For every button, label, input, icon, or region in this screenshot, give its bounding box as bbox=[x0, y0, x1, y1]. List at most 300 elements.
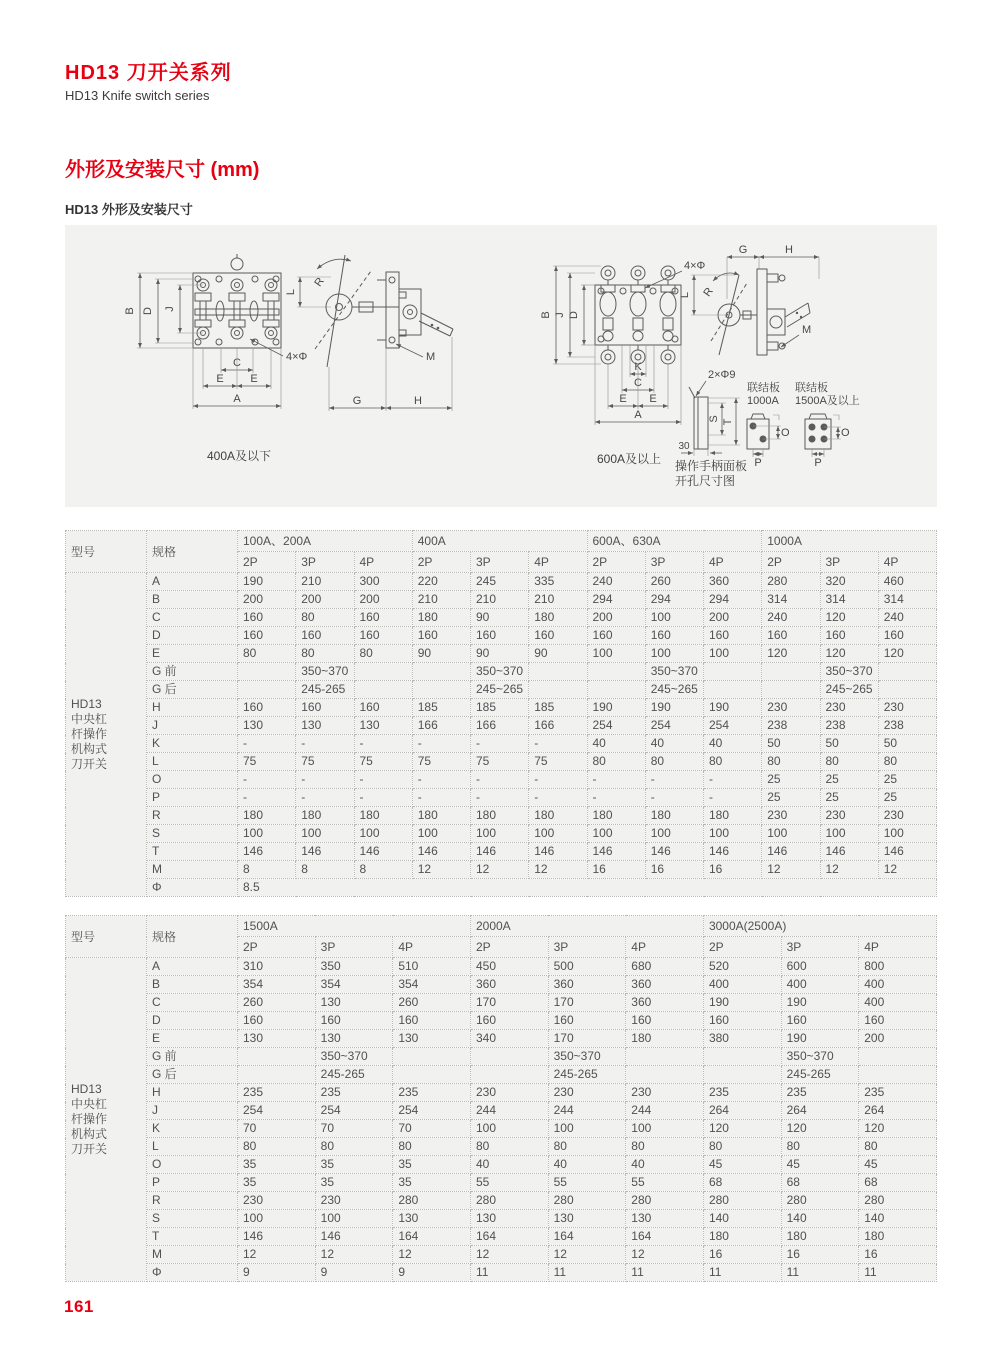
table-row bbox=[66, 1210, 937, 1228]
table-row bbox=[66, 994, 937, 1012]
value-cell: 170 bbox=[548, 1030, 626, 1048]
outline-drawing-600a-and-above bbox=[531, 227, 931, 503]
value-cell: 166 bbox=[529, 717, 587, 735]
value-cell: 80 bbox=[587, 753, 645, 771]
value-cell: 130 bbox=[315, 1030, 393, 1048]
value-cell: 80 bbox=[354, 645, 412, 663]
value-cell bbox=[238, 1048, 316, 1066]
value-cell: 180 bbox=[645, 807, 703, 825]
value-cell: 100 bbox=[471, 825, 529, 843]
dim-label-s: S bbox=[708, 415, 720, 423]
value-cell: 280 bbox=[470, 1192, 548, 1210]
value-cell bbox=[878, 663, 936, 681]
value-cell: - bbox=[529, 735, 587, 753]
value-cell bbox=[393, 1048, 471, 1066]
value-cell: 80 bbox=[820, 753, 878, 771]
value-cell: 12 bbox=[412, 861, 470, 879]
value-cell: 160 bbox=[238, 699, 296, 717]
value-cell: 80 bbox=[238, 1138, 316, 1156]
subsection-title: HD13 外形及安装尺寸 bbox=[65, 202, 193, 217]
value-cell: 68 bbox=[703, 1174, 781, 1192]
value-cell: 800 bbox=[859, 958, 937, 976]
value-cell: 238 bbox=[820, 717, 878, 735]
value-cell: 100 bbox=[412, 825, 470, 843]
value-cell: 146 bbox=[296, 843, 354, 861]
value-cell: 185 bbox=[412, 699, 470, 717]
value-cell: 35 bbox=[315, 1156, 393, 1174]
value-cell: 146 bbox=[645, 843, 703, 861]
pole-count-header: 2P bbox=[238, 552, 296, 573]
spec-label: L bbox=[147, 1138, 238, 1156]
value-cell: 200 bbox=[587, 609, 645, 627]
value-cell: 254 bbox=[645, 717, 703, 735]
spec-label: S bbox=[147, 1210, 238, 1228]
plate-1500a-label-line1: 联结板 bbox=[795, 382, 828, 394]
dim-label-a: A bbox=[233, 393, 241, 405]
dim-label-g: G bbox=[738, 244, 748, 256]
value-cell: 350~370 bbox=[471, 663, 529, 681]
pole-count-header: 3P bbox=[548, 937, 626, 958]
spec-label: R bbox=[147, 1192, 238, 1210]
value-cell: 244 bbox=[470, 1102, 548, 1120]
value-cell: 185 bbox=[471, 699, 529, 717]
spec-label: H bbox=[147, 699, 238, 717]
spec-label: J bbox=[147, 717, 238, 735]
value-cell: 245~265 bbox=[820, 681, 878, 699]
value-cell: 354 bbox=[393, 976, 471, 994]
value-cell: 80 bbox=[296, 609, 354, 627]
value-cell: 146 bbox=[878, 843, 936, 861]
value-cell: - bbox=[238, 789, 296, 807]
spec-label: R bbox=[147, 807, 238, 825]
value-cell: 160 bbox=[704, 627, 762, 645]
spec-label: A bbox=[147, 958, 238, 976]
value-cell: 280 bbox=[703, 1192, 781, 1210]
value-cell: 120 bbox=[781, 1120, 859, 1138]
value-cell bbox=[587, 663, 645, 681]
current-rating-group-header: 2000A bbox=[470, 916, 703, 937]
value-cell: 160 bbox=[412, 627, 470, 645]
value-cell: 354 bbox=[315, 976, 393, 994]
current-rating-group-header: 600A、630A bbox=[587, 531, 762, 552]
value-cell: 245-265 bbox=[548, 1066, 626, 1084]
value-cell: 80 bbox=[296, 645, 354, 663]
dim-label-e1: E bbox=[619, 393, 627, 405]
spec-label: D bbox=[147, 627, 238, 645]
value-cell: 90 bbox=[471, 645, 529, 663]
value-cell: 50 bbox=[878, 735, 936, 753]
value-cell: 164 bbox=[626, 1228, 704, 1246]
spec-label: B bbox=[147, 591, 238, 609]
spec-label: A bbox=[147, 573, 238, 591]
dim-label-h: H bbox=[414, 395, 422, 407]
value-cell: 16 bbox=[781, 1246, 859, 1264]
value-cell: 160 bbox=[315, 1012, 393, 1030]
value-cell: 245 bbox=[471, 573, 529, 591]
value-cell: 500 bbox=[548, 958, 626, 976]
value-cell: 160 bbox=[626, 1012, 704, 1030]
value-cell: 8 bbox=[238, 861, 296, 879]
side-view-400a bbox=[285, 255, 453, 411]
dim-label-r: R bbox=[701, 285, 716, 299]
value-cell: - bbox=[587, 789, 645, 807]
value-cell bbox=[762, 663, 820, 681]
series-title: HD13 刀开关系列 bbox=[65, 62, 232, 84]
spec-label: O bbox=[147, 771, 238, 789]
value-cell: - bbox=[296, 735, 354, 753]
value-cell: 350~370 bbox=[820, 663, 878, 681]
value-cell: 190 bbox=[781, 1030, 859, 1048]
value-cell: 25 bbox=[762, 789, 820, 807]
value-cell: 160 bbox=[238, 627, 296, 645]
value-cell: 354 bbox=[238, 976, 316, 994]
value-cell: 100 bbox=[529, 825, 587, 843]
dim-label-o2: O bbox=[841, 427, 850, 439]
value-cell bbox=[529, 681, 587, 699]
value-cell: 230 bbox=[762, 699, 820, 717]
value-cell: 12 bbox=[626, 1246, 704, 1264]
model-name: HD13 中央杠 杆操作 机构式 刀开关 bbox=[66, 958, 147, 1282]
value-cell: 146 bbox=[354, 843, 412, 861]
value-cell: 11 bbox=[548, 1264, 626, 1282]
value-cell: 260 bbox=[238, 994, 316, 1012]
table-row bbox=[66, 573, 937, 591]
value-cell: 140 bbox=[859, 1210, 937, 1228]
value-cell: - bbox=[529, 789, 587, 807]
value-cell: 254 bbox=[238, 1102, 316, 1120]
value-cell bbox=[470, 1066, 548, 1084]
value-cell: 235 bbox=[703, 1084, 781, 1102]
value-cell: - bbox=[238, 771, 296, 789]
value-cell: 280 bbox=[859, 1192, 937, 1210]
value-cell: 120 bbox=[859, 1120, 937, 1138]
table-row bbox=[66, 976, 937, 994]
dim-label-a: A bbox=[634, 409, 642, 421]
value-cell: 80 bbox=[762, 753, 820, 771]
dim-label-e2: E bbox=[649, 393, 657, 405]
value-cell: 244 bbox=[548, 1102, 626, 1120]
value-cell: - bbox=[471, 735, 529, 753]
col-header-model: 型号 bbox=[66, 916, 147, 958]
value-cell: 294 bbox=[704, 591, 762, 609]
value-cell: 130 bbox=[548, 1210, 626, 1228]
dim-label-j: J bbox=[554, 312, 566, 318]
value-cell: 210 bbox=[471, 591, 529, 609]
value-cell: 8.5 bbox=[238, 879, 937, 897]
value-cell: 16 bbox=[645, 861, 703, 879]
value-cell: 230 bbox=[470, 1084, 548, 1102]
value-cell: 146 bbox=[820, 843, 878, 861]
pole-count-header: 2P bbox=[412, 552, 470, 573]
value-cell: 75 bbox=[529, 753, 587, 771]
value-cell: 12 bbox=[762, 861, 820, 879]
panel-holes-label: 2×Φ9 bbox=[708, 369, 736, 381]
value-cell bbox=[412, 663, 470, 681]
table-row bbox=[66, 663, 937, 681]
value-cell: 25 bbox=[820, 789, 878, 807]
value-cell: 240 bbox=[762, 609, 820, 627]
value-cell: 350~370 bbox=[296, 663, 354, 681]
value-cell: 160 bbox=[471, 627, 529, 645]
table-row bbox=[66, 645, 937, 663]
value-cell: 510 bbox=[393, 958, 471, 976]
dim-label-d: D bbox=[568, 311, 580, 319]
value-cell: 100 bbox=[587, 825, 645, 843]
value-cell bbox=[529, 663, 587, 681]
value-cell: 130 bbox=[315, 994, 393, 1012]
value-cell: 130 bbox=[470, 1210, 548, 1228]
value-cell: 146 bbox=[315, 1228, 393, 1246]
table-row bbox=[66, 1192, 937, 1210]
value-cell: 25 bbox=[762, 771, 820, 789]
value-cell: 160 bbox=[238, 609, 296, 627]
value-cell: 400 bbox=[781, 976, 859, 994]
table-row bbox=[66, 771, 937, 789]
value-cell bbox=[704, 681, 762, 699]
value-cell: 160 bbox=[781, 1012, 859, 1030]
value-cell: 100 bbox=[626, 1120, 704, 1138]
value-cell: 75 bbox=[296, 753, 354, 771]
spec-label: K bbox=[147, 1120, 238, 1138]
value-cell: 185 bbox=[529, 699, 587, 717]
value-cell: 235 bbox=[859, 1084, 937, 1102]
value-cell: 146 bbox=[587, 843, 645, 861]
value-cell: 100 bbox=[548, 1120, 626, 1138]
value-cell: - bbox=[471, 789, 529, 807]
outline-drawing-400a-and-below bbox=[69, 227, 529, 503]
value-cell bbox=[470, 1048, 548, 1066]
value-cell: 160 bbox=[393, 1012, 471, 1030]
value-cell: 100 bbox=[315, 1210, 393, 1228]
value-cell: 100 bbox=[645, 609, 703, 627]
dim-label-l: L bbox=[285, 288, 297, 296]
table-row bbox=[66, 1066, 937, 1084]
value-cell: 80 bbox=[859, 1138, 937, 1156]
value-cell: - bbox=[704, 771, 762, 789]
value-cell: 40 bbox=[645, 735, 703, 753]
value-cell: 16 bbox=[587, 861, 645, 879]
value-cell: 11 bbox=[859, 1264, 937, 1282]
value-cell: 80 bbox=[393, 1138, 471, 1156]
value-cell: 160 bbox=[548, 1012, 626, 1030]
table-row bbox=[66, 699, 937, 717]
value-cell: 50 bbox=[820, 735, 878, 753]
table-row bbox=[66, 1102, 937, 1120]
value-cell: 160 bbox=[470, 1012, 548, 1030]
value-cell: 55 bbox=[626, 1174, 704, 1192]
value-cell: 16 bbox=[859, 1246, 937, 1264]
table-row bbox=[66, 1030, 937, 1048]
value-cell: 264 bbox=[859, 1102, 937, 1120]
value-cell: 25 bbox=[878, 771, 936, 789]
value-cell: 400 bbox=[703, 976, 781, 994]
value-cell: - bbox=[354, 789, 412, 807]
dim-label-h: H bbox=[785, 244, 793, 256]
connecting-plate-1500a-drawing bbox=[795, 380, 860, 469]
value-cell: 130 bbox=[393, 1210, 471, 1228]
spec-label: M bbox=[147, 1246, 238, 1264]
value-cell: 230 bbox=[878, 807, 936, 825]
value-cell: 35 bbox=[393, 1156, 471, 1174]
value-cell: 230 bbox=[762, 807, 820, 825]
dim-label-b: B bbox=[124, 307, 136, 315]
value-cell: 380 bbox=[703, 1030, 781, 1048]
value-cell: 360 bbox=[548, 976, 626, 994]
dim-label-t: T bbox=[722, 418, 734, 426]
value-cell bbox=[859, 1048, 937, 1066]
value-cell: 70 bbox=[315, 1120, 393, 1138]
value-cell: 140 bbox=[781, 1210, 859, 1228]
model-name: HD13 中央杠 杆操作 机构式 刀开关 bbox=[66, 573, 147, 897]
value-cell: 130 bbox=[354, 717, 412, 735]
value-cell: 400 bbox=[859, 994, 937, 1012]
value-cell: 254 bbox=[704, 717, 762, 735]
table-row bbox=[66, 627, 937, 645]
col-header-spec: 规格 bbox=[147, 916, 238, 958]
value-cell: 40 bbox=[470, 1156, 548, 1174]
value-cell: 146 bbox=[704, 843, 762, 861]
value-cell bbox=[238, 663, 296, 681]
col-header-spec: 规格 bbox=[147, 531, 238, 573]
value-cell: 300 bbox=[354, 573, 412, 591]
value-cell: 180 bbox=[529, 609, 587, 627]
value-cell: 11 bbox=[703, 1264, 781, 1282]
value-cell: 180 bbox=[412, 807, 470, 825]
value-cell: 100 bbox=[878, 825, 936, 843]
dim-label-m: M bbox=[802, 324, 812, 336]
value-cell: 245~265 bbox=[471, 681, 529, 699]
value-cell: 460 bbox=[878, 573, 936, 591]
value-cell: - bbox=[354, 735, 412, 753]
value-cell: 200 bbox=[704, 609, 762, 627]
value-cell: 200 bbox=[354, 591, 412, 609]
value-cell: 35 bbox=[238, 1174, 316, 1192]
dim-label-c: C bbox=[634, 377, 642, 389]
value-cell: 350~370 bbox=[645, 663, 703, 681]
table-row bbox=[66, 1174, 937, 1192]
value-cell: 180 bbox=[859, 1228, 937, 1246]
value-cell: 130 bbox=[238, 717, 296, 735]
front-view-400a bbox=[193, 254, 281, 348]
col-header-model: 型号 bbox=[66, 531, 147, 573]
current-rating-group-header: 1500A bbox=[238, 916, 471, 937]
value-cell: 238 bbox=[878, 717, 936, 735]
pole-count-header: 3P bbox=[645, 552, 703, 573]
value-cell: 280 bbox=[781, 1192, 859, 1210]
value-cell: 180 bbox=[412, 609, 470, 627]
spec-label: P bbox=[147, 789, 238, 807]
value-cell: 100 bbox=[354, 825, 412, 843]
value-cell: 80 bbox=[645, 753, 703, 771]
value-cell: 146 bbox=[238, 843, 296, 861]
value-cell: 35 bbox=[393, 1174, 471, 1192]
value-cell: 164 bbox=[548, 1228, 626, 1246]
value-cell: 200 bbox=[296, 591, 354, 609]
dim-label-e2: E bbox=[250, 373, 258, 385]
value-cell: 80 bbox=[704, 753, 762, 771]
value-cell: 170 bbox=[470, 994, 548, 1012]
value-cell: 235 bbox=[781, 1084, 859, 1102]
table-row bbox=[66, 609, 937, 627]
value-cell: 9 bbox=[393, 1264, 471, 1282]
value-cell: 254 bbox=[315, 1102, 393, 1120]
table-row bbox=[66, 1012, 937, 1030]
table-row bbox=[66, 1264, 937, 1282]
value-cell: 12 bbox=[471, 861, 529, 879]
table-row bbox=[66, 735, 937, 753]
value-cell: 680 bbox=[626, 958, 704, 976]
value-cell: 160 bbox=[645, 627, 703, 645]
table-row bbox=[66, 1048, 937, 1066]
value-cell: 55 bbox=[470, 1174, 548, 1192]
value-cell: 160 bbox=[296, 627, 354, 645]
value-cell: 230 bbox=[820, 807, 878, 825]
handle-panel-cutout-drawing bbox=[675, 369, 747, 488]
mounting-holes-label: 4×Φ bbox=[684, 260, 706, 272]
current-rating-group-header: 3000A(2500A) bbox=[703, 916, 936, 937]
value-cell: 68 bbox=[859, 1174, 937, 1192]
value-cell: 75 bbox=[238, 753, 296, 771]
value-cell: 360 bbox=[626, 976, 704, 994]
value-cell: 35 bbox=[238, 1156, 316, 1174]
spec-label: J bbox=[147, 1102, 238, 1120]
value-cell: 600 bbox=[781, 958, 859, 976]
pole-count-header: 4P bbox=[626, 937, 704, 958]
value-cell: 210 bbox=[412, 591, 470, 609]
pole-count-header: 4P bbox=[859, 937, 937, 958]
value-cell: 100 bbox=[296, 825, 354, 843]
value-cell bbox=[626, 1066, 704, 1084]
spec-label: O bbox=[147, 1156, 238, 1174]
document-header bbox=[65, 56, 232, 103]
pole-count-header: 2P bbox=[470, 937, 548, 958]
value-cell: 254 bbox=[393, 1102, 471, 1120]
value-cell: 160 bbox=[762, 627, 820, 645]
value-cell: - bbox=[704, 789, 762, 807]
value-cell: 220 bbox=[412, 573, 470, 591]
value-cell: 160 bbox=[354, 627, 412, 645]
dim-label-d: D bbox=[142, 307, 154, 315]
spec-label: L bbox=[147, 753, 238, 771]
plate-1000a-label-line2: 1000A bbox=[747, 395, 779, 407]
value-cell: 90 bbox=[412, 645, 470, 663]
dim-label-30: 30 bbox=[678, 441, 690, 452]
value-cell: 180 bbox=[703, 1228, 781, 1246]
value-cell: 16 bbox=[703, 1246, 781, 1264]
mounting-holes-label: 4×Φ bbox=[286, 351, 308, 363]
value-cell: 230 bbox=[626, 1084, 704, 1102]
value-cell: 100 bbox=[238, 825, 296, 843]
value-cell: 180 bbox=[354, 807, 412, 825]
value-cell: 80 bbox=[470, 1138, 548, 1156]
value-cell: 180 bbox=[471, 807, 529, 825]
value-cell: 160 bbox=[354, 699, 412, 717]
value-cell: 130 bbox=[393, 1030, 471, 1048]
value-cell: 160 bbox=[238, 1012, 316, 1030]
value-cell: 280 bbox=[626, 1192, 704, 1210]
value-cell: 100 bbox=[645, 825, 703, 843]
value-cell: 314 bbox=[762, 591, 820, 609]
value-cell: 280 bbox=[548, 1192, 626, 1210]
value-cell: 120 bbox=[703, 1120, 781, 1138]
pole-count-header: 2P bbox=[238, 937, 316, 958]
value-cell: 335 bbox=[529, 573, 587, 591]
value-cell: 40 bbox=[548, 1156, 626, 1174]
pole-count-header: 4P bbox=[354, 552, 412, 573]
value-cell: 120 bbox=[820, 609, 878, 627]
value-cell: 190 bbox=[704, 699, 762, 717]
dim-label-o1: O bbox=[781, 427, 790, 439]
